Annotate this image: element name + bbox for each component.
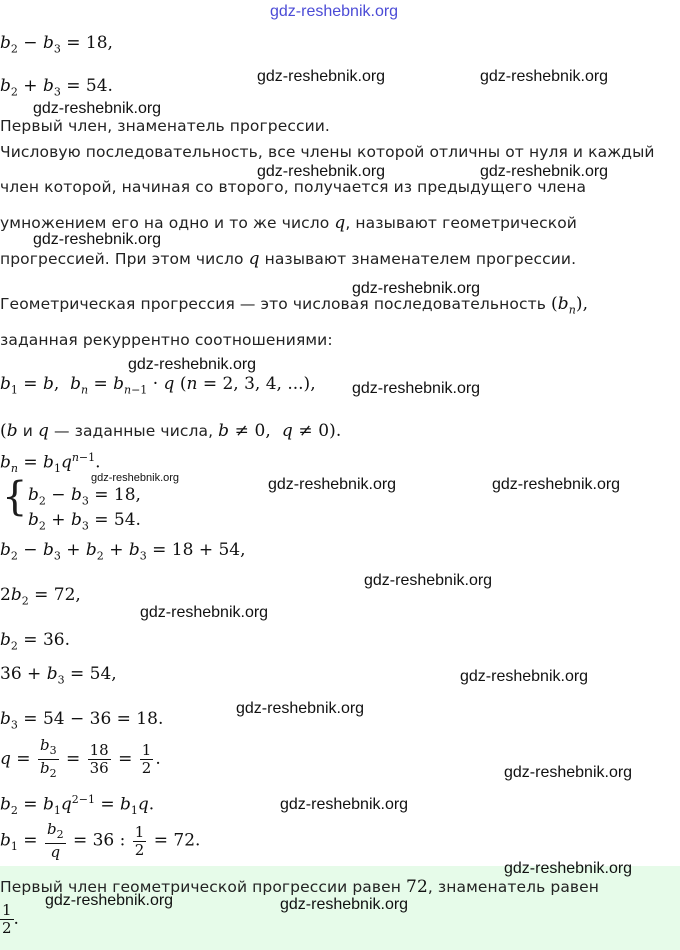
watermark: gdz-reshebnik.org (128, 356, 257, 373)
definition-line-4: прогрессией. При этом число q называют знаменателем прогрессии. (0, 249, 577, 269)
system-equation-1: $b_2 - b_3 = 18$, (28, 485, 141, 508)
watermark: gdz-reshebnik.org (504, 860, 633, 877)
watermark: gdz-reshebnik.org (480, 68, 609, 85)
equation-b2-value: $b_2 = 36$. (0, 630, 70, 653)
watermark: gdz-reshebnik.org (460, 668, 589, 685)
watermark: gdz-reshebnik.org (280, 896, 409, 913)
watermark-top[interactable]: gdz-reshebnik.org (270, 3, 399, 20)
equation-b3-value: $b_3 = 54 - 36 = 18$. (0, 709, 164, 732)
recurrence-formula: $b_1 = b$, $b_n = b_{n-1} \cdot q$ (n = 2, 3, 4, ...), (0, 374, 316, 397)
definition-line-2: член которой, начиная со второго, получается из предыдущего члена (0, 178, 587, 196)
answer-fraction: $\frac{1}{2}$ . (2, 901, 19, 937)
watermark: gdz-reshebnik.org (268, 476, 397, 493)
equation-sum: $b_2 - b_3 + b_2 + b_3 = 18 + 54$, (0, 540, 246, 563)
equation-36-plus-b3: $36 + b_3 = 54$, (0, 664, 117, 687)
equation-b2-minus-b3: $b_2 - b_3 = 18$, (0, 33, 113, 56)
geometric-progression-line-2: заданная рекуррентно соотношениями: (0, 331, 333, 349)
definition-line-3: умножением его на одно и то же число q, называют геометрической (0, 213, 577, 233)
equation-q-value: q = $\frac{b_3}{b_2}$ = $\frac{18}{36}$ = $\frac{1}{2}$ . (0, 736, 161, 780)
watermark: gdz-reshebnik.org (45, 892, 174, 909)
answer-line: Первый член геометрической прогрессии равен 72, знаменатель равен (0, 877, 600, 897)
geometric-progression-line-1: Геометрическая прогрессия — это числовая последовательность $(b_n)$, (0, 294, 589, 317)
equation-2b2: $2b_2 = 72$, (0, 585, 81, 608)
watermark: gdz-reshebnik.org (352, 380, 481, 397)
watermark: gdz-reshebnik.org (257, 163, 386, 180)
watermark: gdz-reshebnik.org (33, 100, 162, 117)
equation-b1-value: $b_1$ = $\frac{b_2}{q}$ = 36 : $\frac{1}{2}$ = 72. (0, 820, 201, 861)
watermark: gdz-reshebnik.org (480, 163, 609, 180)
watermark: gdz-reshebnik.org (140, 604, 269, 621)
watermark: gdz-reshebnik.org (257, 68, 386, 85)
section-heading: Первый член, знаменатель прогрессии. (0, 117, 330, 135)
equation-b2-via-b1: $b_2 = b_1q^{2-1} = b_1q$. (0, 793, 155, 818)
watermark: gdz-reshebnik.org (33, 231, 162, 248)
nth-term-formula: $b_n = b_1q^{n-1}$. (0, 451, 101, 476)
equation-b2-plus-b3: $b_2 + b_3 = 54$. (0, 76, 113, 99)
watermark: gdz-reshebnik.org (91, 472, 180, 484)
system-equation-2: $b_2 + b_3 = 54$. (28, 510, 141, 533)
watermark: gdz-reshebnik.org (236, 700, 365, 717)
watermark: gdz-reshebnik.org (364, 572, 493, 589)
given-numbers-line: (b и q — заданные числа, b ≠ 0, q ≠ 0). (0, 421, 342, 441)
watermark: gdz-reshebnik.org (492, 476, 621, 493)
system-brace: { (2, 474, 28, 520)
watermark: gdz-reshebnik.org (504, 764, 633, 781)
watermark: gdz-reshebnik.org (352, 280, 481, 297)
watermark: gdz-reshebnik.org (280, 796, 409, 813)
definition-line-1: Числовую последовательность, все члены которой отличны от нуля и каждый (0, 143, 655, 161)
